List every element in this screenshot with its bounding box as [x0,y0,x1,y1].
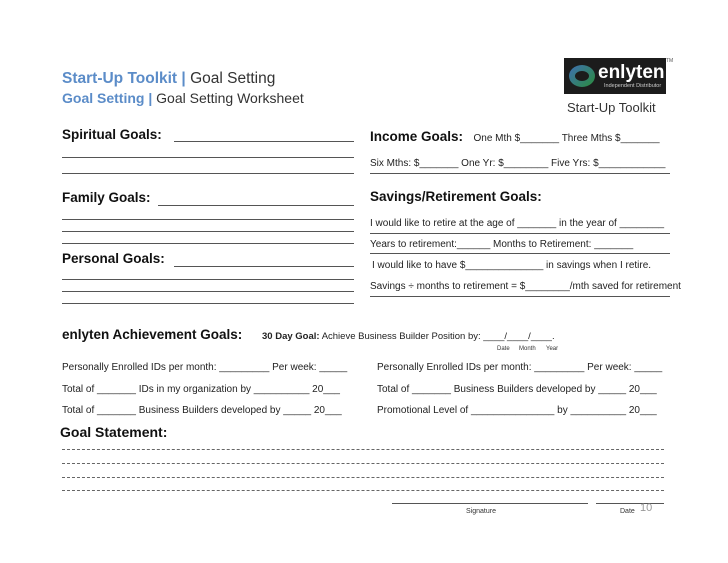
personal-goals-line[interactable] [62,303,354,304]
family-goals-label [62,190,151,205]
achievement-left-1[interactable]: Personally Enrolled IDs per month: _________ Per week: _____ [62,362,348,373]
personal-goals-blank[interactable] [174,266,354,267]
spiritual-goals-label [62,127,162,142]
page-number: 10 [640,502,653,514]
savings-divider [370,233,670,234]
thirty-day-goal-label: 30 Day Goal: [262,331,320,342]
goal-statement-line[interactable] [62,463,664,464]
date-caption: Date [497,346,510,352]
title-rest: Goal Setting [190,70,276,87]
logo-wordmark: enlyten [598,62,665,83]
personal-goals-label [62,251,165,266]
toolkit-label: Start-Up Toolkit [567,100,656,115]
savings-goals-label: Savings/Retirement Goals: [370,189,542,204]
spiritual-goals-text: Spiritual Goals: [62,127,162,142]
achievement-left-2[interactable]: Total of _______ IDs in my organization by __________ 20___ [62,384,340,395]
savings-divider [370,253,670,254]
spiritual-goals-blank[interactable] [174,141,354,142]
savings-line1[interactable]: I would like to retire at the age of _______ in the year of ________ [370,218,665,229]
thirty-day-goal [262,331,555,342]
logo-subtitle: Independent Distributor [604,83,662,89]
goal-statement-line[interactable] [62,477,664,478]
income-goals [370,128,660,146]
signature-line[interactable] [392,503,588,504]
family-goals-line[interactable] [62,231,354,232]
goal-statement-line[interactable] [62,490,664,491]
date-caption-signature: Date [620,508,635,515]
achievement-right-1[interactable]: Personally Enrolled IDs per month: _________ Per week: _____ [377,362,663,373]
page-title [62,70,275,88]
date-line[interactable] [596,503,664,504]
savings-line3[interactable]: I would like to have $______________ in savings when I retire. [372,260,652,271]
savings-line2[interactable]: Years to retirement:______ Months to Retirement: _______ [370,239,634,250]
title-bold: Start-Up Toolkit | [62,70,186,87]
achievement-right-2[interactable]: Total of _______ Business Builders developed by _____ 20___ [377,384,657,395]
personal-goals-line[interactable] [62,291,354,292]
personal-goals-line[interactable] [62,279,354,280]
thirty-day-goal-text[interactable]: Achieve Business Builder Position by: ____/____/____. [321,331,555,342]
savings-divider [370,296,670,297]
subtitle-bold: Goal Setting | [62,90,153,106]
income-goals-line2[interactable]: Six Mths: $_______ One Yr: $________ Five Yrs: $____________ [370,158,666,169]
logo-swirl-icon [569,65,595,87]
subtitle-rest: Goal Setting Worksheet [156,90,304,106]
page-subtitle [62,90,304,106]
year-caption: Year [546,346,559,352]
spiritual-goals-line[interactable] [62,173,354,174]
income-divider [370,173,670,174]
spiritual-goals-line[interactable] [62,157,354,158]
income-goals-label: Income Goals: [370,129,464,144]
goal-statement-line[interactable] [62,449,664,450]
family-goals-line[interactable] [62,243,354,244]
signature-caption: Signature [466,508,496,515]
income-goals-line1[interactable]: One Mth $_______ Three Mths $_______ [473,133,660,144]
family-goals-blank[interactable] [158,205,354,206]
achievement-left-3[interactable]: Total of _______ Business Builders developed by _____ 20___ [62,405,342,416]
trademark-mark: TM [666,58,674,64]
achievement-right-3[interactable]: Promotional Level of _______________ by __________ 20___ [377,405,657,416]
enlyten-logo [564,58,666,94]
month-caption: Month [519,346,536,352]
achievement-goals-label: enlyten Achievement Goals: [62,327,243,342]
goal-statement-label: Goal Statement: [60,424,168,440]
savings-line4[interactable]: Savings ÷ months to retirement = $________/mth saved for retirement [370,281,681,292]
family-goals-text: Family Goals: [62,190,151,205]
personal-goals-text: Personal Goals: [62,251,165,266]
family-goals-line[interactable] [62,219,354,220]
